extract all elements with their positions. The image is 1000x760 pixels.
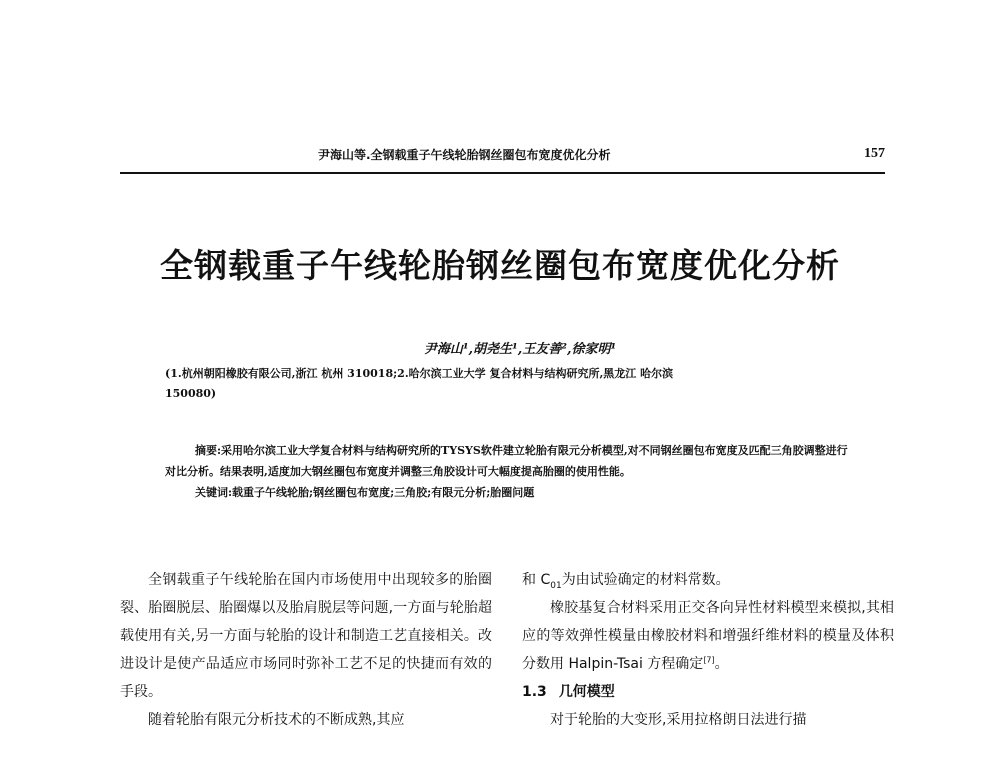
right-paragraph-3: 对于轮胎的大变形,采用拉格朗日法进行描 xyxy=(550,712,807,728)
constant-prefix: 和 C xyxy=(522,572,551,588)
right-paragraph-2-end: 。 xyxy=(714,656,729,672)
left-paragraph-2: 随着轮胎有限元分析技术的不断成熟,其应 xyxy=(148,712,405,728)
abstract-block xyxy=(165,440,855,503)
keywords: 关键词:载重子午线轮胎;钢丝圈包布宽度;三角胶;有限元分析;胎圈问题 xyxy=(195,486,535,499)
right-paragraph-2 xyxy=(522,594,894,678)
right-paragraph-1 xyxy=(522,566,894,594)
left-column xyxy=(120,566,492,734)
running-title: 尹海山等.全钢载重子午线轮胎钢丝圈包布宽度优化分析 xyxy=(318,148,611,162)
affiliations xyxy=(165,364,845,404)
constant-subscript: 01 xyxy=(550,580,562,591)
section-number: 1.3 xyxy=(522,684,547,700)
constant-text: 为由试验确定的材料常数。 xyxy=(561,572,730,588)
abstract: 摘要:采用哈尔滨工业大学复合材料与结构研究所的TYSYS软件建立轮胎有限元分析模型,对不同钢丝圈包布宽度及匹配三角胶调整进行对比分析。结果表明,适度加大钢丝圈包布宽度并调整三角胶设计可大幅度提高胎圈的使用性能。 xyxy=(165,444,848,478)
authors: 尹海山¹,胡尧生¹,王友善²,徐家明¹ xyxy=(423,342,617,357)
affiliation-line-1: (1.杭州朝阳橡胶有限公司,浙江 杭州 310018;2.哈尔滨工业大学 复合材料与结构研究所,黑龙江 哈尔滨 xyxy=(165,367,674,380)
section-heading xyxy=(522,678,894,706)
left-paragraph-1: 全钢载重子午线轮胎在国内市场使用中出现较多的胎圈裂、胎圈脱层、胎圈爆以及胎肩脱层等问题,一方面与轮胎超载使用有关,另一方面与轮胎的设计和制造工艺直接相关。改进设计是使产品适应市场同时弥补工艺不足的快捷而有效的手段。 xyxy=(120,572,492,700)
page-number: 157 xyxy=(864,146,885,161)
citation-ref: [7] xyxy=(703,655,715,665)
right-column xyxy=(522,566,894,734)
header-rule xyxy=(120,172,885,174)
right-paragraph-2-text: 橡胶基复合材料采用正交各向异性材料模型来模拟,其相应的等效弹性模量由橡胶材料和增强纤维材料的模量及体积分数用 Halpin-Tsai 方程确定 xyxy=(522,600,894,672)
article-title: 全钢载重子午线轮胎钢丝圈包布宽度优化分析 xyxy=(160,246,840,285)
section-title: 几何模型 xyxy=(558,684,615,700)
affiliation-line-2: 150080) xyxy=(165,387,217,400)
